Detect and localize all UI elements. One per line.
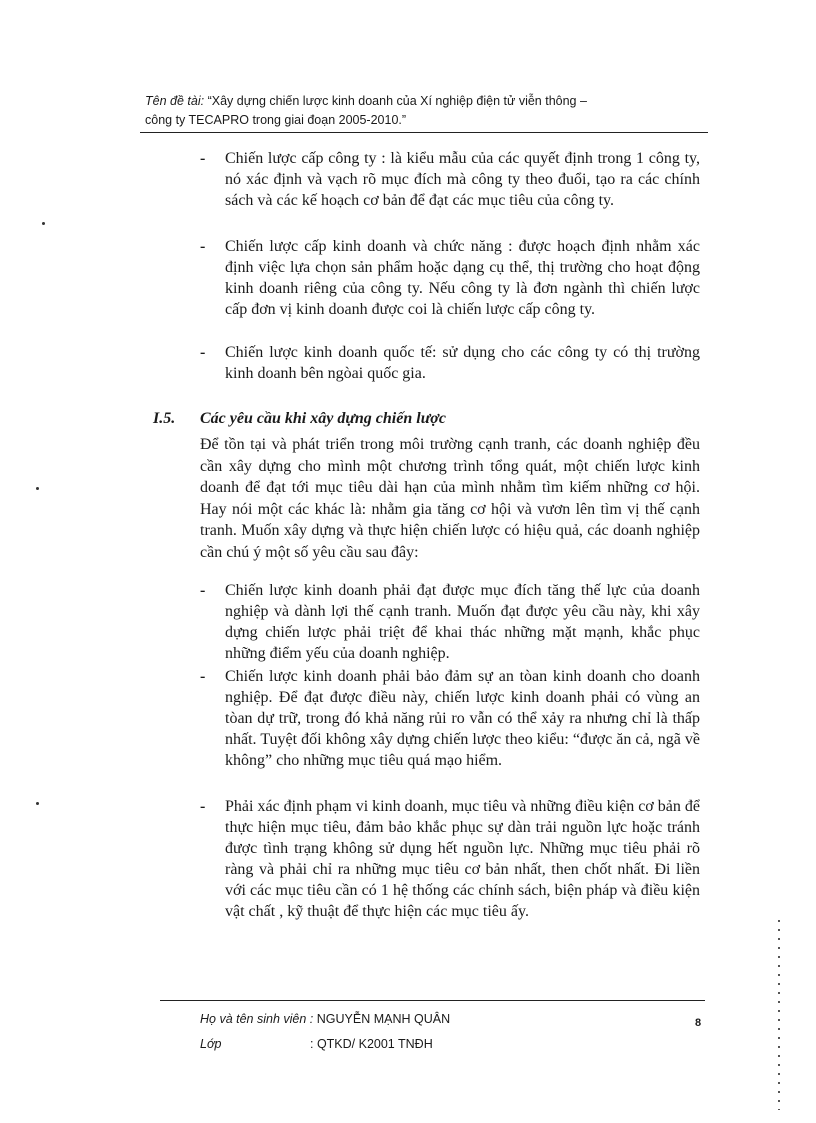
section-title: Các yêu cầu khi xây dựng chiến lược <box>200 410 446 427</box>
bullet-marker: - <box>200 150 206 167</box>
student-class-label: Lớp <box>200 1037 222 1051</box>
student-name <box>200 1012 450 1026</box>
list-item: Chiến lược kinh doanh phải bảo đảm sự an tòan kinh doanh cho doanh nghiệp. Để đạt được điều này, chiến lược kinh doanh phải có vùng an tòan dự trữ, trong đó khả năng rủi ro vẫn có thể xảy ra nhưng chỉ là thấp nhất. Tuyệt đối không xây dựng chiến lược theo kiểu: “được ăn cả, ngã về không” cho những mục tiêu quá mạo hiểm. <box>225 668 700 769</box>
student-class-value: : QTKD/ K2001 TNĐH <box>310 1037 433 1051</box>
thesis-title-label: Tên đề tài: <box>145 94 205 108</box>
scan-speck <box>36 802 39 805</box>
list-item: Chiến lược cấp công ty : là kiểu mẫu của các quyết định trong 1 công ty, nó xác định và vạch rõ mục đích mà công ty theo đuổi, tạo ra các chính sách và các kế hoạch cơ bản để đạt các mục tiêu của công ty. <box>225 150 700 209</box>
bullet-marker: - <box>200 238 206 255</box>
student-name-value: NGUYỄN MẠNH QUÂN <box>316 1012 451 1026</box>
bullet-marker: - <box>200 344 206 361</box>
list-item: Phải xác định phạm vi kinh doanh, mục tiêu và những điều kiện cơ bản để thực hiện mục tiêu, đảm bảo khắc phục sự dàn trải nguồn lực hoặc tránh được tình trạng không sử dụng hết nguồn lực. Những mục tiêu phải rõ ràng và phải chỉ ra những mục tiêu cơ bản nhất, then chốt nhất. Đi liền với các mục tiêu cần có 1 hệ thống các chính sách, biện pháp và điều kiện vật chất , kỹ thuật để thực hiện các mục tiêu ấy. <box>225 798 700 920</box>
thesis-title <box>145 92 705 130</box>
bullet-marker: - <box>200 668 206 685</box>
bullet-marker: - <box>200 798 206 815</box>
section-number: I.5. <box>153 410 176 427</box>
list-item: Chiến lược kinh doanh quốc tế: sử dụng cho các công ty có thị trường kinh doanh bên ngòai quốc gia. <box>225 344 700 382</box>
bullet-marker: - <box>200 582 206 599</box>
student-name-label: Họ và tên sinh viên : <box>200 1012 314 1026</box>
section-intro: Để tồn tại và phát triển trong môi trường cạnh tranh, các doanh nghiệp đều cần xây dựng cho mình một chương trình tổng quát, một chiến lược kinh doanh để đạt tới mục tiêu dài hạn của mình nhằm tìm kiếm những cơ hội. Hay nói một các khác là: nhằm gia tăng cơ hội và vươn lên tìm vị thế cạnh tranh. Muốn xây dựng và thực hiện chiến lược có hiệu quả, các doanh nghiệp cần chú ý một số yêu cầu sau đây: <box>200 436 700 561</box>
thesis-title-line1: “Xây dựng chiến lược kinh doanh của Xí nghiệp điện tử viễn thông – <box>207 94 587 108</box>
thesis-title-line2: công ty TECAPRO trong giai đoạn 2005-2010.” <box>145 113 407 127</box>
page-number: 8 <box>695 1017 702 1029</box>
list-item: Chiến lược kinh doanh phải đạt được mục đích tăng thế lực của doanh nghiệp và dành lợi thế cạnh tranh. Muốn đạt được yêu cầu này, khi xây dựng chiến lược phải triệt để khai thác những mặt mạnh, khắc phục những điểm yếu của doanh nghiệp. <box>225 582 700 662</box>
scan-edge-dots <box>778 920 780 1110</box>
footer-divider <box>160 1000 705 1001</box>
list-item: Chiến lược cấp kinh doanh và chức năng : được hoạch định nhằm xác định việc lựa chọn sản phẩm hoặc dạng cụ thể, thị trường cho hoạt động kinh doanh riêng của công ty. Nếu công ty là đơn ngành thì chiến lược cấp đơn vị kinh doanh được coi là chiến lược cấp công ty. <box>225 238 700 318</box>
header-divider <box>140 132 708 133</box>
scan-speck <box>42 222 45 225</box>
student-class <box>200 1037 433 1051</box>
scan-speck <box>36 487 39 490</box>
